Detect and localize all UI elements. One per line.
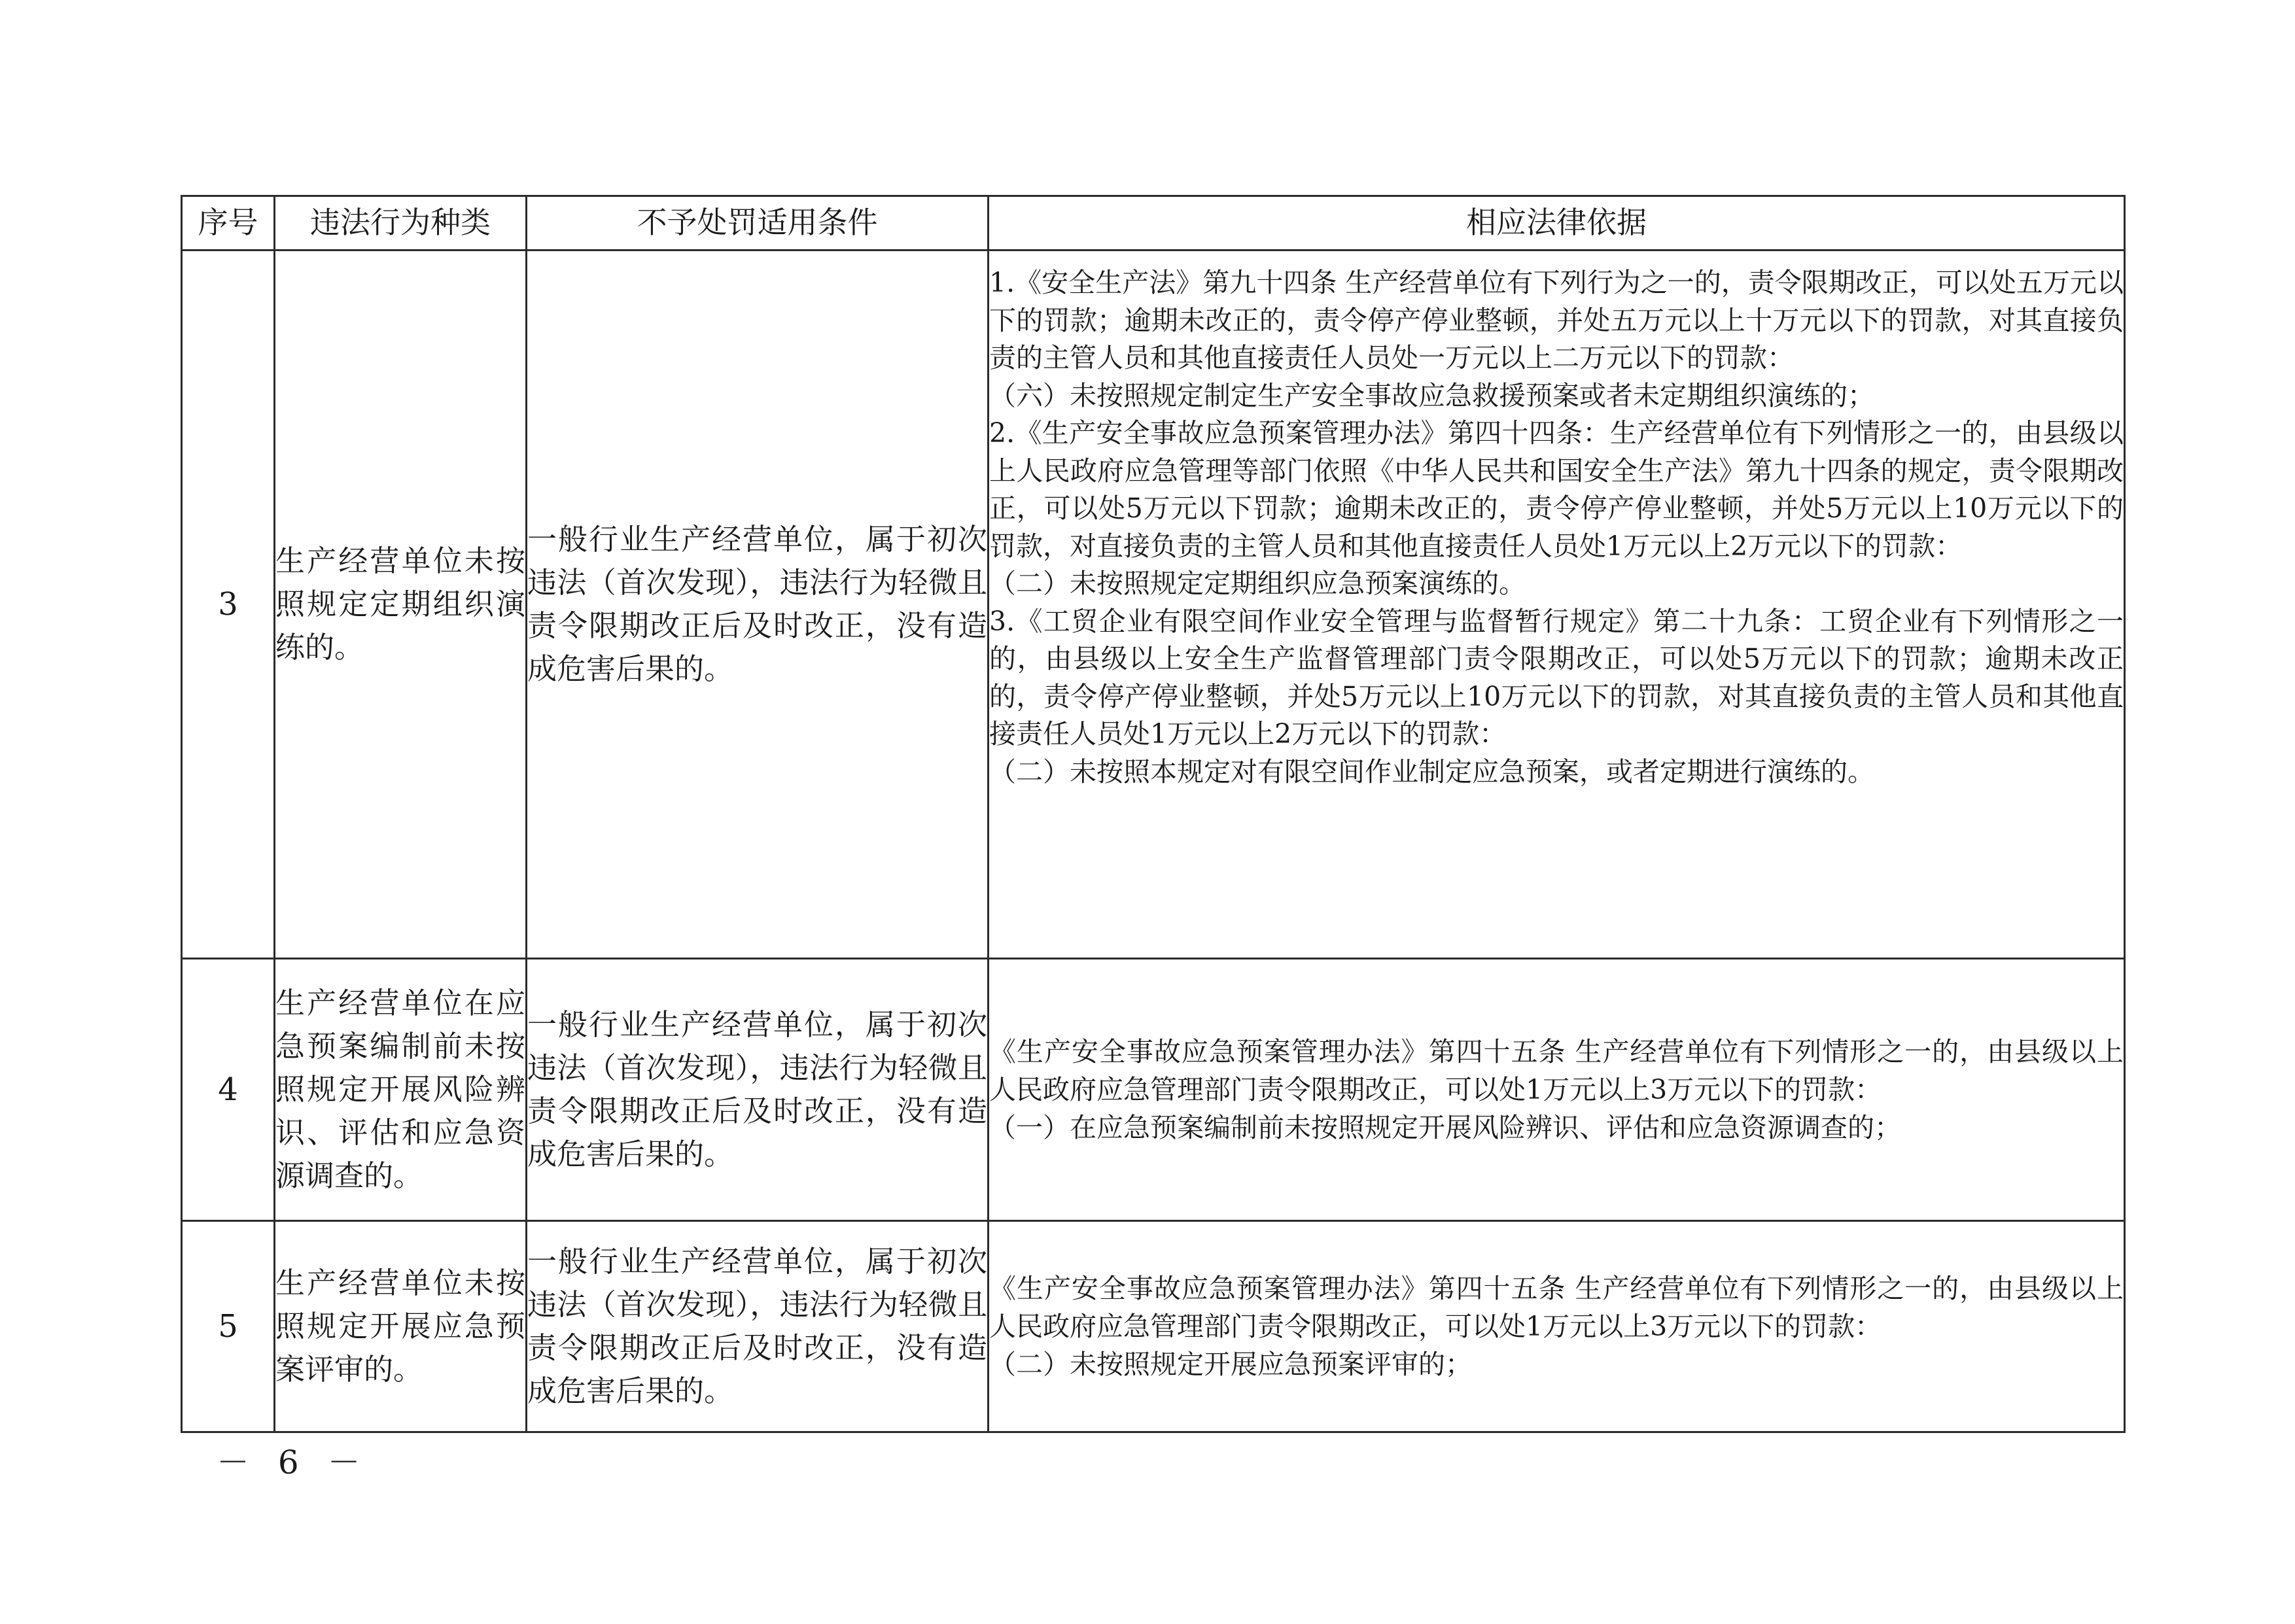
violation-type-cell: 生产经营单位在应急预案编制前未按照规定开展风险辨识、评估和应急资源调查的。 [275, 959, 527, 1221]
exemption-condition-cell: 一般行业生产经营单位，属于初次违法（首次发现），违法行为轻微且责令限期改正后及时改正，没有造成危害后果的。 [527, 1221, 989, 1432]
exemption-condition-cell: 一般行业生产经营单位，属于初次违法（首次发现），违法行为轻微且责令限期改正后及时改正，没有造成危害后果的。 [527, 959, 989, 1221]
legal-clause: 《生产安全事故应急预案管理办法》第四十五条 生产经营单位有下列情形之一的，由县级以上人民政府应急管理部门责令限期改正，可以处1万元以上3万元以下的罚款： [989, 1273, 2124, 1342]
table-row [182, 1221, 2125, 1432]
legal-basis-cell [989, 251, 2125, 959]
legal-clause: （二）未按照规定定期组织应急预案演练的。 [989, 568, 1526, 599]
legal-clause: 1.《安全生产法》第九十四条 生产经营单位有下列行为之一的，责令限期改正，可以处五万元以下的罚款；逾期未改正的，责令停产停业整顿，并处五万元以上十万元以下的罚款，对其直接负责的主管人员和其他直接责任人员处一万元以上二万元以下的罚款： [989, 267, 2124, 373]
table-row [182, 251, 2125, 959]
regulation-table [181, 195, 2126, 1433]
serial-number-cell: 5 [182, 1221, 275, 1432]
serial-number-cell: 3 [182, 251, 275, 959]
header-legal-basis: 相应法律依据 [989, 196, 2125, 251]
exemption-condition-cell: 一般行业生产经营单位，属于初次违法（首次发现），违法行为轻微且责令限期改正后及时改正，没有造成危害后果的。 [527, 251, 989, 959]
legal-clause: （一）在应急预案编制前未按照规定开展风险辨识、评估和应急资源调查的； [989, 1112, 1901, 1143]
header-serial-number: 序号 [182, 196, 275, 251]
table-row [182, 959, 2125, 1221]
legal-basis-cell [989, 959, 2125, 1221]
violation-type-cell: 生产经营单位未按照规定开展应急预案评审的。 [275, 1221, 527, 1432]
serial-number-cell: 4 [182, 959, 275, 1221]
table-header-row [182, 196, 2125, 251]
legal-clause: 《生产安全事故应急预案管理办法》第四十五条 生产经营单位有下列情形之一的，由县级以上人民政府应急管理部门责令限期改正，可以处1万元以上3万元以下的罚款： [989, 1036, 2124, 1105]
violation-type-cell: 生产经营单位未按照规定定期组织演练的。 [275, 251, 527, 959]
header-exemption-conditions: 不予处罚适用条件 [527, 196, 989, 251]
header-violation-type: 违法行为种类 [275, 196, 527, 251]
legal-clause: （六）未按照规定制定生产安全事故应急救援预案或者未定期组织演练的； [989, 379, 1874, 411]
legal-clause: 3.《工贸企业有限空间作业安全管理与监督暂行规定》第二十九条：工贸企业有下列情形之一的，由县级以上安全生产监督管理部门责令限期改正，可以处5万元以下的罚款；逾期未改正的，责令停产停业整顿，并处5万元以上10万元以下的罚款，对其直接负责的主管人员和其他直接责任人员处1万元以上2万元以下的罚款： [989, 605, 2124, 750]
legal-clause: （二）未按照规定开展应急预案评审的； [989, 1349, 1472, 1380]
legal-clause: 2.《生产安全事故应急预案管理办法》第四十四条：生产经营单位有下列情形之一的，由县级以上人民政府应急管理等部门依照《中华人民共和国安全生产法》第九十四条的规定，责令限期改正，可以处5万元以下罚款；逾期未改正的，责令停产停业整顿，并处5万元以上10万元以下的罚款，对直接负责的主管人员和其他直接责任人员处1万元以上2万元以下的罚款： [989, 417, 2124, 562]
legal-basis-cell [989, 1221, 2125, 1432]
page-number: － 6 － [217, 1443, 370, 1481]
legal-clause: （二）未按照本规定对有限空间作业制定应急预案，或者定期进行演练的。 [989, 755, 1874, 787]
